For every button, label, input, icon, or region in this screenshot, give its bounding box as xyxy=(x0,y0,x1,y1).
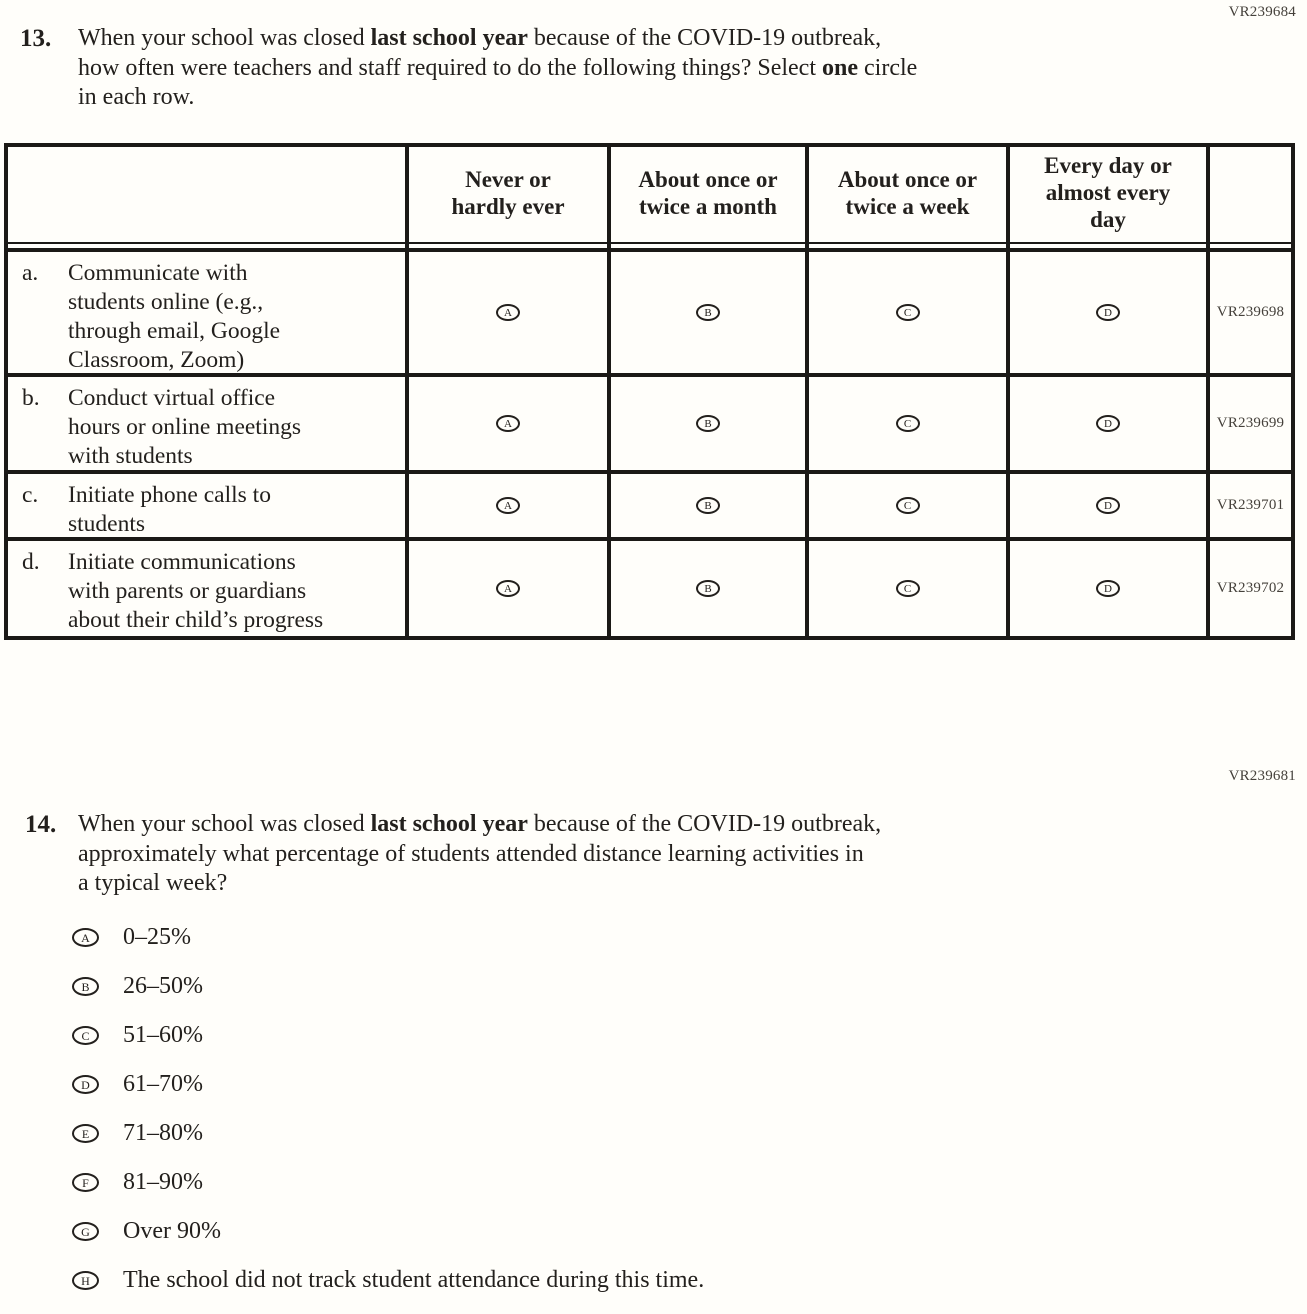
answer-bubble-b-C[interactable]: C xyxy=(896,415,920,432)
row-a-cell-everyday xyxy=(1010,252,1206,373)
q14-option-c xyxy=(72,1020,704,1050)
row-b-vr-code: VR239699 xyxy=(1216,415,1285,431)
row-text-line: Classroom, Zoom) xyxy=(68,347,245,373)
row-c-cell-week xyxy=(809,474,1006,537)
q14-bubble-F[interactable]: F xyxy=(72,1173,99,1192)
row-c-cell-month xyxy=(611,474,805,537)
row-text-line: hours or online meetings xyxy=(68,414,302,440)
answer-bubble-c-C[interactable]: C xyxy=(896,497,920,514)
col-header-line: day xyxy=(1090,207,1126,232)
q14-bubble-G[interactable]: G xyxy=(72,1222,99,1241)
q14-option-f-text: 81–90% xyxy=(123,1168,203,1195)
row-b-code-cell xyxy=(1210,377,1291,470)
row-a-label xyxy=(8,252,405,373)
row-d-label xyxy=(8,541,405,636)
row-c-letter: c. xyxy=(22,482,39,508)
row-b-label xyxy=(8,377,405,470)
row-d-cell-week xyxy=(809,541,1006,636)
row-b-cell-never xyxy=(409,377,607,470)
q14-bubble-B[interactable]: B xyxy=(72,977,99,996)
q13-line2-part2: circle xyxy=(858,54,918,81)
q14-option-e xyxy=(72,1118,704,1148)
q14-line1-part2: because of the COVID-19 outbreak, xyxy=(527,811,882,837)
form-code-top-right: VR239684 xyxy=(1228,4,1296,20)
q13-line2-bold: one xyxy=(822,54,858,81)
row-d-text xyxy=(68,548,405,636)
q13-line2-part1: how often were teachers and staff required to do the following things? Select xyxy=(78,54,822,81)
q13-line1-part1: When your school was closed xyxy=(78,25,371,51)
row-d-cell-never xyxy=(409,541,607,636)
q14-bubble-E[interactable]: E xyxy=(72,1124,99,1143)
q14-option-g xyxy=(72,1216,704,1246)
col-header-line: Never or xyxy=(465,166,551,192)
row-a-letter: a. xyxy=(22,260,39,286)
q14-option-h-text: The school did not track student attendance during this time. xyxy=(123,1266,705,1293)
header-separator-line xyxy=(8,242,1291,244)
table-corner-cell xyxy=(8,147,405,248)
col-header-never-hardly-ever xyxy=(409,147,607,248)
answer-bubble-b-D[interactable]: D xyxy=(1096,415,1120,432)
col-header-line: twice a week xyxy=(845,193,970,219)
row-c-label xyxy=(8,474,405,537)
answer-bubble-d-C[interactable]: C xyxy=(896,580,920,597)
col-header-line: Every day or xyxy=(1044,153,1172,178)
q14-line1-part1: When your school was closed xyxy=(78,811,371,837)
form-code-middle-right: VR239681 xyxy=(1228,768,1296,784)
row-a-cell-week xyxy=(809,252,1006,373)
answer-bubble-c-B[interactable]: B xyxy=(696,497,720,514)
question-14-text xyxy=(78,810,881,899)
answer-bubble-d-A[interactable]: A xyxy=(496,580,520,597)
question-14-number: 14. xyxy=(25,811,57,838)
row-b-cell-month xyxy=(611,377,805,470)
q14-option-g-text: Over 90% xyxy=(123,1217,221,1244)
row-text-line: students online (e.g., xyxy=(68,289,264,315)
row-text-line: students xyxy=(68,511,146,537)
col-header-line: hardly ever xyxy=(451,193,565,219)
row-c-cell-never xyxy=(409,474,607,537)
answer-bubble-a-A[interactable]: A xyxy=(496,304,520,321)
q14-option-c-text: 51–60% xyxy=(123,1021,203,1048)
row-text-line: with students xyxy=(68,443,193,469)
answer-bubble-d-B[interactable]: B xyxy=(696,580,720,597)
answer-bubble-a-D[interactable]: D xyxy=(1096,304,1120,321)
row-d-cell-month xyxy=(611,541,805,636)
question-14 xyxy=(25,810,881,899)
row-text-line: with parents or guardians xyxy=(68,578,307,604)
q14-bubble-D[interactable]: D xyxy=(72,1075,99,1094)
row-c-cell-everyday xyxy=(1010,474,1206,537)
q14-option-e-text: 71–80% xyxy=(123,1119,203,1146)
q13-line1-part2: because of the COVID-19 outbreak, xyxy=(527,25,882,51)
q13-line1-bold: last school year xyxy=(370,25,528,51)
answer-bubble-a-B[interactable]: B xyxy=(696,304,720,321)
answer-bubble-a-C[interactable]: C xyxy=(896,304,920,321)
row-b-cell-week xyxy=(809,377,1006,470)
q14-option-b xyxy=(72,971,704,1001)
row-a-vr-code: VR239698 xyxy=(1216,304,1285,320)
row-a-cell-never xyxy=(409,252,607,373)
row-b-text xyxy=(68,384,405,470)
col-header-once-twice-week xyxy=(809,147,1006,248)
q14-line1-bold: last school year xyxy=(370,811,528,837)
answer-bubble-b-A[interactable]: A xyxy=(496,415,520,432)
answer-bubble-d-D[interactable]: D xyxy=(1096,580,1120,597)
question-13-number: 13. xyxy=(20,25,52,52)
row-c-code-cell xyxy=(1210,474,1291,537)
row-b-letter: b. xyxy=(22,385,40,411)
row-a-code-cell xyxy=(1210,252,1291,373)
q14-option-f xyxy=(72,1167,704,1197)
row-d-vr-code: VR239702 xyxy=(1216,580,1285,596)
col-header-line: About once or xyxy=(837,166,978,192)
q14-option-h xyxy=(72,1265,704,1295)
q14-line2: approximately what percentage of students attended distance learning activities in xyxy=(78,840,864,867)
row-text-line: Initiate phone calls to xyxy=(68,482,271,508)
q14-options-list xyxy=(72,922,704,1314)
table-corner-cell-right xyxy=(1210,147,1291,248)
frequency-table xyxy=(4,143,1295,640)
col-header-line: twice a month xyxy=(639,193,777,219)
row-c-vr-code: VR239701 xyxy=(1216,497,1285,513)
q14-option-a xyxy=(72,922,704,952)
q13-line3: in each row. xyxy=(78,84,195,110)
row-d-code-cell xyxy=(1210,541,1291,636)
col-header-every-day xyxy=(1010,147,1206,248)
row-d-letter: d. xyxy=(22,549,40,575)
row-text-line: Communicate with xyxy=(68,260,248,286)
row-a-cell-month xyxy=(611,252,805,373)
q14-bubble-H[interactable]: H xyxy=(72,1271,99,1290)
answer-bubble-c-A[interactable]: A xyxy=(496,497,520,514)
row-a-text xyxy=(68,259,405,373)
q14-option-a-text: 0–25% xyxy=(123,923,191,950)
q14-option-b-text: 26–50% xyxy=(123,972,203,999)
row-text-line: through email, Google xyxy=(68,318,281,344)
q14-bubble-A[interactable]: A xyxy=(72,928,99,947)
col-header-line: almost every xyxy=(1045,180,1171,205)
row-text-line: Initiate communications xyxy=(68,549,296,575)
row-b-cell-everyday xyxy=(1010,377,1206,470)
q14-option-d-text: 61–70% xyxy=(123,1070,203,1097)
q14-bubble-C[interactable]: C xyxy=(72,1026,99,1045)
row-c-text xyxy=(68,481,405,537)
row-d-cell-everyday xyxy=(1010,541,1206,636)
answer-bubble-b-B[interactable]: B xyxy=(696,415,720,432)
answer-bubble-c-D[interactable]: D xyxy=(1096,497,1120,514)
col-header-once-twice-month xyxy=(611,147,805,248)
question-13-text xyxy=(78,24,917,113)
row-text-line: Conduct virtual office xyxy=(68,385,276,411)
question-13 xyxy=(20,24,917,113)
row-text-line: about their child’s progress xyxy=(68,607,324,633)
col-header-line: About once or xyxy=(638,166,778,192)
q14-option-d xyxy=(72,1069,704,1099)
q14-line3: a typical week? xyxy=(78,870,228,896)
